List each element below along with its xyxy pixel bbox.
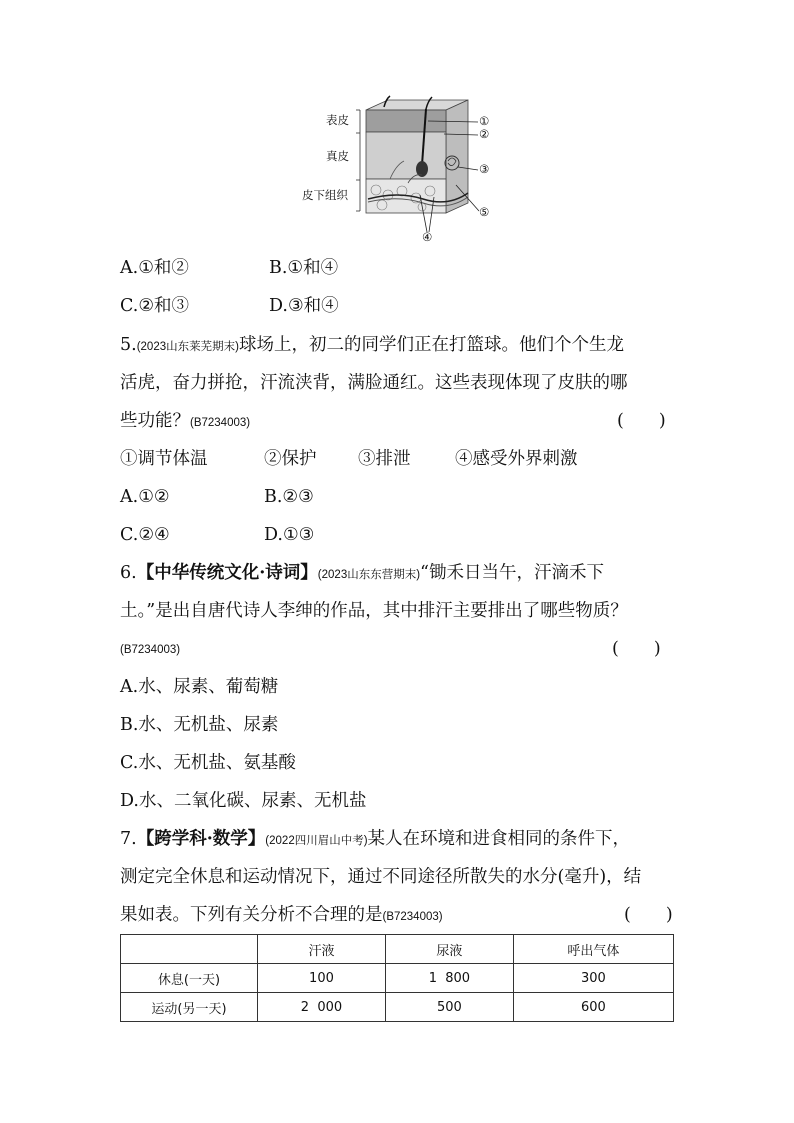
marker-4: ④ xyxy=(422,230,433,244)
table-row xyxy=(121,964,674,993)
table-cell: 运动(另一天) xyxy=(121,993,258,1022)
q7-answer-paren: ( ) xyxy=(624,905,673,925)
label-epidermis: 表皮 xyxy=(326,113,349,127)
table-header-cell: 尿液 xyxy=(385,935,513,964)
q5-text-1: 球场上，初二的同学们正在打篮球。他们个个生龙 xyxy=(238,335,624,355)
table-row xyxy=(121,993,674,1022)
table-header-row xyxy=(121,935,674,964)
table-cell: 300 xyxy=(513,964,673,993)
q7-code: (B7234003) xyxy=(382,911,443,923)
q5-answer-paren: ( ) xyxy=(617,411,666,431)
marker-3: ③ xyxy=(479,162,490,176)
table-cell: 休息(一天) xyxy=(121,964,258,993)
q6-number: 6. xyxy=(120,563,137,583)
q6-option-c: C.水、无机盐、氨基酸 xyxy=(120,753,296,773)
q5-stem-line2 xyxy=(120,375,628,393)
q5-option-b: B.②③ xyxy=(264,487,314,507)
q5-option-a: A.①② xyxy=(120,487,170,507)
q4-option-c: C.②和③ xyxy=(120,296,190,316)
marker-2: ② xyxy=(479,127,490,141)
q6-option-a: A.水、尿素、葡萄糖 xyxy=(120,677,279,697)
q7-tag: 【跨学科·数学】 xyxy=(136,829,266,849)
q6-text-1: “锄禾日当午，汗滴禾下 xyxy=(420,563,604,583)
q6-tag: 【中华传统文化·诗词】 xyxy=(136,563,318,583)
water-loss-table xyxy=(120,934,674,1022)
q5-item-3: ③排泄 xyxy=(358,449,411,469)
q7-number: 7. xyxy=(120,829,137,849)
q6-code: (B7234003) xyxy=(120,644,181,656)
q4-option-a: A.①和② xyxy=(120,258,189,278)
q5-code: (B7234003) xyxy=(190,417,251,429)
q7-text-2: 测定完全休息和运动情况下，通过不同途径所散失的水分(毫升)，结 xyxy=(120,867,642,887)
q6-option-d: D.水、二氧化碳、尿素、无机盐 xyxy=(120,791,367,811)
q7-source: (2022四川眉山中考) xyxy=(265,835,368,847)
q7-stem-line1 xyxy=(120,831,630,849)
q5-item-2: ②保护 xyxy=(264,449,317,469)
label-subcutaneous: 皮下组织 xyxy=(302,188,348,202)
q7-text-3: 果如表。下列有关分析不合理的是 xyxy=(120,905,383,925)
q5-option-d: D.①③ xyxy=(264,525,315,545)
table-header-cell: 呼出气体 xyxy=(513,935,673,964)
table-cell: 100 xyxy=(258,964,386,993)
table-cell: 1 800 xyxy=(385,964,513,993)
q5-source: (2023山东莱芜期末) xyxy=(136,341,239,353)
table-header-cell: 汗液 xyxy=(258,935,386,964)
q5-number: 5. xyxy=(120,335,137,355)
q6-source: (2023山东东营期末) xyxy=(317,569,421,581)
q7-stem-line3 xyxy=(120,907,443,925)
skin-structure-figure xyxy=(302,95,508,245)
q6-stem-line2 xyxy=(120,603,628,621)
table-header-cell xyxy=(121,935,258,964)
q6-option-b: B.水、无机盐、尿素 xyxy=(120,715,279,735)
q5-item-4: ④感受外界刺激 xyxy=(455,449,578,469)
q4-option-d: D.③和④ xyxy=(269,296,339,316)
label-dermis: 真皮 xyxy=(326,149,349,163)
q5-stem-line3 xyxy=(120,413,250,431)
marker-1: ① xyxy=(479,114,490,128)
marker-5: ⑤ xyxy=(479,205,490,219)
q4-option-b: B.①和④ xyxy=(269,258,339,278)
q5-item-1: ①调节体温 xyxy=(120,449,208,469)
q7-stem-line2 xyxy=(120,869,641,887)
table-cell: 600 xyxy=(513,993,673,1022)
q7-text-1: 某人在环境和进食相同的条件下， xyxy=(367,829,631,849)
table-cell: 500 xyxy=(385,993,513,1022)
q5-stem-line1 xyxy=(120,337,624,355)
q5-option-c: C.②④ xyxy=(120,525,170,545)
q6-answer-paren: ( ) xyxy=(612,639,661,659)
q5-text-3: 些功能？ xyxy=(120,411,190,431)
q6-stem-line1 xyxy=(120,565,604,583)
q5-text-2: 活虎，奋力拼抢，汗流浃背，满脸通红。这些表现体现了皮肤的哪 xyxy=(120,373,628,393)
table-cell: 2 000 xyxy=(258,993,386,1022)
q6-text-2: 土。”是出自唐代诗人李绅的作品，其中排汗主要排出了哪些物质？ xyxy=(120,601,628,621)
